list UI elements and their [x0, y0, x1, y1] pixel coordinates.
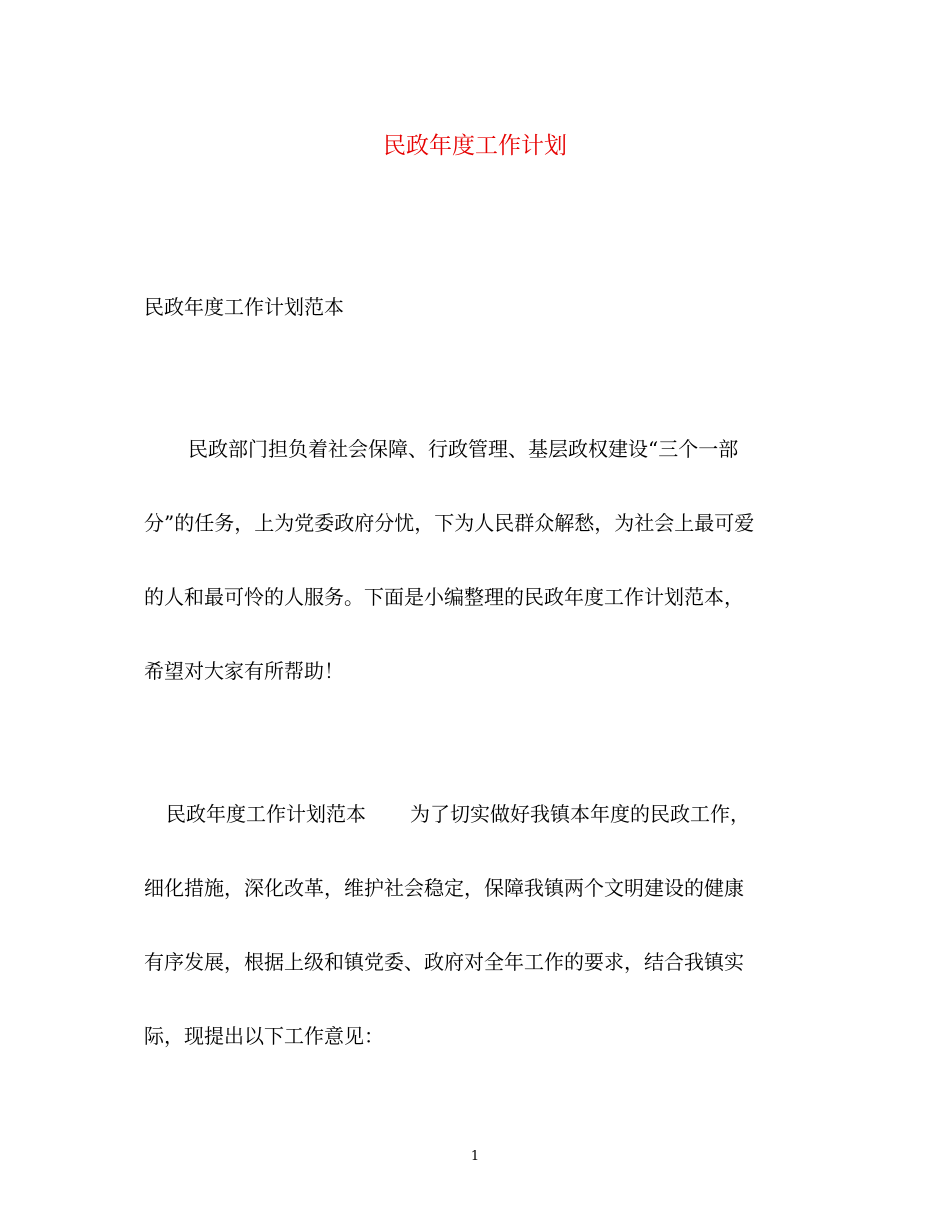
paragraph-line: 希望对大家有所帮助！ — [144, 659, 344, 683]
document-title: 民政年度工作计划 — [383, 133, 567, 159]
intro-paragraph — [144, 412, 814, 708]
page-number: 1 — [470, 1149, 480, 1164]
paragraph-line: 际，现提出以下工作意见： — [144, 1024, 384, 1048]
plan-paragraph — [144, 777, 814, 1073]
paragraph-line: 有序发展，根据上级和镇党委、政府对全年工作的要求，结合我镇实 — [144, 950, 744, 974]
paragraph-text: 民政部门担负着社会保障、行政管理、基层政权建设“三个一部 — [188, 437, 739, 461]
paragraph-line — [144, 412, 814, 486]
paragraph-text: 为了切实做好我镇本年度的民政工作， — [410, 802, 750, 826]
subheading: 民政年度工作计划范本 — [144, 295, 344, 319]
paragraph-line: 细化措施，深化改革，维护社会稳定，保障我镇两个文明建设的健康 — [144, 876, 744, 900]
paragraph-line — [144, 777, 814, 851]
inline-heading: 民政年度工作计划范本 — [166, 802, 366, 826]
paragraph-line: 的人和最可怜的人服务。下面是小编整理的民政年度工作计划范本， — [144, 585, 744, 609]
paragraph-line: 分”的任务，上为党委政府分忧，下为人民群众解愁，为社会上最可爱 — [144, 511, 755, 535]
